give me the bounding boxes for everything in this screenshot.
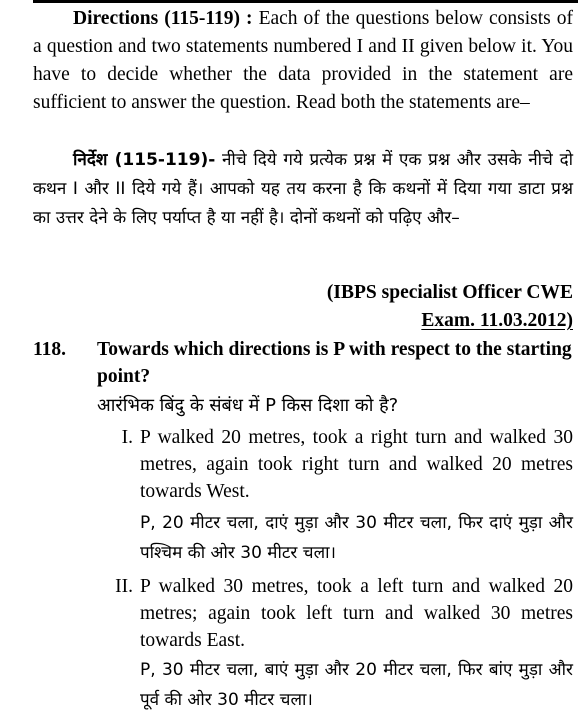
statement-label: II. — [115, 576, 133, 597]
statement-text-hindi: P, 20 मीटर चला, दाएं मुड़ा और 30 मीटर चला, फिर दाएं मुड़ा और पश्चिम की ओर 30 मीटर चला। — [140, 513, 573, 563]
directions-hindi-label: निर्देश (115-119)- — [73, 150, 216, 170]
source-citation-date: Exam. 11.03.2012) — [421, 310, 573, 331]
question-text-hindi: आरंभिक बिंदु के संबंध में P किस दिशा को है? — [97, 395, 399, 416]
directions-text: Each of the questions below consists of a question and two statements numbered I and II given below it. You have to decide whether the data provided in the statement are sufficient to answer the question. Read both the statements are– — [33, 8, 573, 113]
question-number: 118. — [33, 339, 67, 360]
source-citation-line2 — [33, 307, 573, 335]
directions-hindi-text: नीचे दिये गये प्रत्येक प्रश्न में एक प्रश्न और उसके नीचे दो कथन I और II दिये गये हैं। आपको यह तय करना है कि कथनों में दिया गया डाटा प्रश्न का उत्तर देने के लिए पर्याप्त है या नहीं है। दोनों कथनों को पढ़िए और– — [33, 150, 573, 228]
top-border-line — [33, 0, 578, 3]
statement-text: P walked 30 metres, took a left turn and walked 20 metres; again took left turn and walked 30 metres towards East. — [140, 576, 573, 651]
question-text: Towards which directions is P with respect to the starting point? — [97, 339, 572, 387]
statement-text: P walked 20 metres, took a right turn and walked 30 metres, again took right turn and walked 20 metres towards West. — [140, 427, 573, 502]
directions-paragraph — [33, 5, 573, 117]
statement-text-hindi: P, 30 मीटर चला, बाएं मुड़ा और 20 मीटर चला, फिर बांए मुड़ा और पूर्व की ओर 30 मीटर चला। — [140, 660, 573, 710]
source-citation-line1: (IBPS specialist Officer CWE — [326, 282, 573, 303]
directions-label: Directions (115-119) : — [73, 8, 253, 29]
directions-hindi-paragraph — [33, 146, 573, 233]
statement-label: I. — [121, 427, 133, 448]
